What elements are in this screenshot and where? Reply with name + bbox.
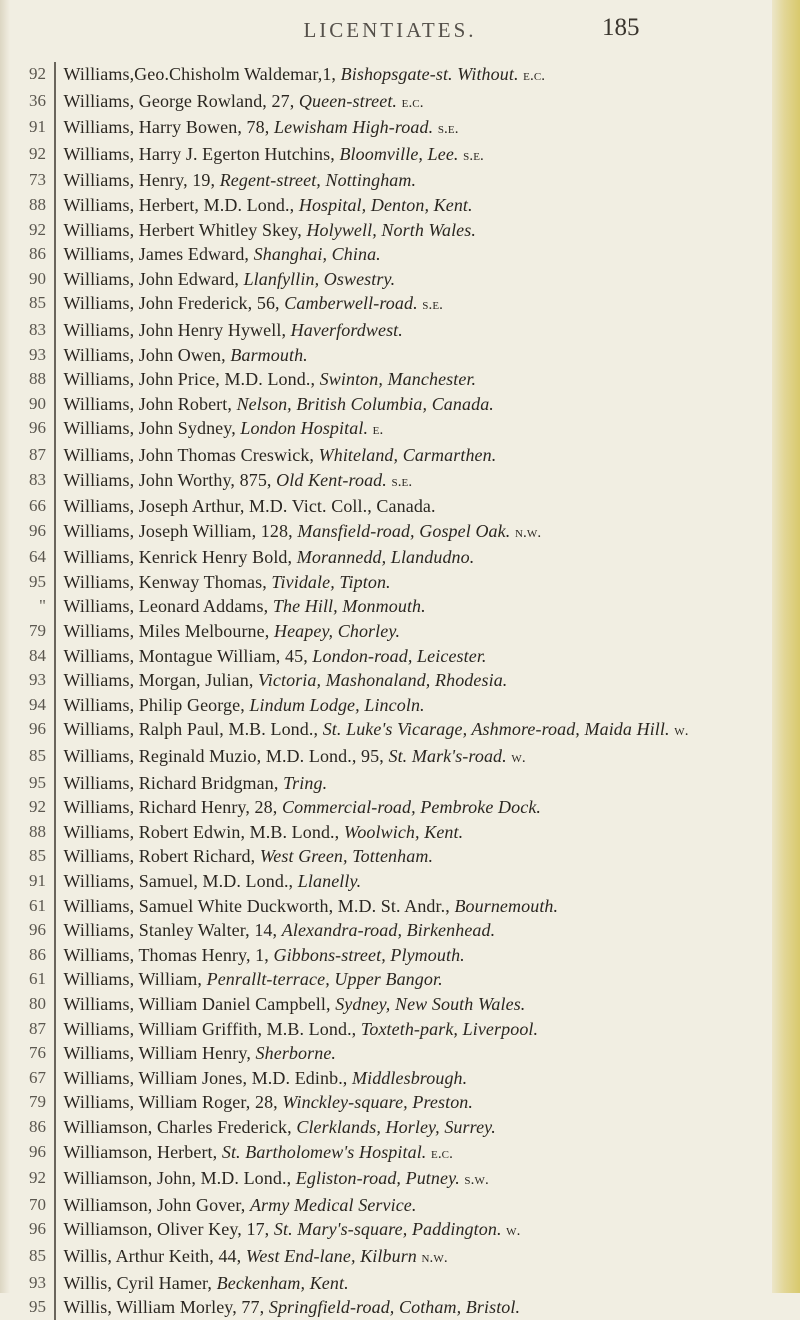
list-item	[0, 242, 800, 267]
entry-year: 96	[29, 418, 46, 438]
entry-name: Williams, Henry, 19,	[63, 170, 216, 191]
entry-address: Swinton, Manchester.	[319, 369, 477, 390]
entry-text	[56, 1041, 772, 1066]
entry-address: Bournemouth.	[454, 895, 559, 916]
entry-text	[56, 1115, 772, 1140]
entry-text	[56, 115, 772, 142]
list-item	[0, 89, 800, 116]
entry-address: St. Bartholomew's Hospital.	[221, 1141, 427, 1162]
entry-name: Williams, Richard Bridgman,	[63, 772, 279, 793]
entry-address: Bishopsgate-st. Without.	[340, 64, 519, 84]
entry-address: West Green, Tottenham.	[259, 846, 434, 867]
entry-address: London-road, Leicester.	[312, 645, 487, 666]
entry-name: Williams, John Henry Hywell,	[63, 319, 287, 340]
entry-year: 85	[29, 846, 46, 866]
entry-text	[56, 168, 772, 193]
entry-text	[56, 943, 772, 968]
entry-text	[56, 693, 772, 718]
entry-postal-district: s.e.	[422, 297, 444, 314]
entry-name: Williams, Joseph Arthur, M.D. Vict. Coll., Canada.	[63, 496, 436, 517]
licentiate-list	[0, 62, 800, 1320]
entry-year: 80	[29, 993, 46, 1013]
entry-text	[56, 318, 772, 343]
entry-year: 87	[29, 444, 46, 464]
entry-name: Williams, Morgan, Julian,	[63, 670, 254, 691]
entry-postal-district: w.	[511, 750, 526, 767]
entry-address: Lindum Lodge, Lincoln.	[249, 694, 425, 715]
entry-name: Williams, Reginald Muzio, M.D. Lond., 95,	[63, 746, 384, 767]
entry-text	[56, 89, 772, 116]
entry-address: Nelson, British Columbia, Canada.	[236, 393, 494, 414]
entry-address: Holywell, North Wales.	[306, 219, 476, 240]
entry-year: 64	[29, 547, 46, 567]
entry-text	[56, 844, 772, 869]
entry-text	[56, 594, 772, 619]
entry-address: Old Kent-road.	[276, 469, 387, 490]
entry-name: Williams, William Griffith, M.B. Lond.,	[63, 1018, 357, 1039]
list-item	[0, 367, 800, 392]
entry-address: West End-lane, Kilburn	[245, 1245, 417, 1266]
entry-address: Gibbons-street, Plymouth.	[273, 944, 465, 965]
entry-name: Williamson, Herbert,	[63, 1141, 218, 1162]
entry-year: 96	[29, 1219, 46, 1239]
entry-postal-district: e.	[372, 422, 384, 439]
entry-text	[56, 1193, 772, 1218]
entry-name: Williams, Robert Edwin, M.B. Lond.,	[63, 821, 340, 842]
entry-address: Mansfield-road, Gospel Oak.	[297, 520, 511, 541]
entry-text	[56, 644, 772, 669]
entry-text	[56, 519, 772, 546]
entry-postal-district: w.	[506, 1223, 521, 1240]
entry-year: 90	[29, 393, 46, 413]
entry-address: Sydney, New South Wales.	[335, 993, 526, 1014]
list-item	[0, 717, 800, 744]
entry-name: Williams, John Sydney,	[63, 418, 236, 439]
list-item	[0, 1193, 800, 1218]
list-item	[0, 494, 800, 519]
entry-address: Camberwell-road.	[284, 293, 418, 314]
list-item	[0, 291, 800, 318]
entry-name: Williams, Robert Richard,	[63, 846, 256, 867]
list-item	[0, 193, 800, 218]
entry-text	[56, 869, 772, 894]
entry-postal-district: e.c.	[401, 94, 424, 111]
entry-name: Williams, Philip George,	[63, 694, 245, 715]
entry-name: Williams, John Worthy, 875,	[63, 469, 272, 490]
entry-text	[56, 392, 772, 417]
list-item	[0, 693, 800, 718]
entry-year: 83	[29, 319, 46, 339]
list-item	[0, 168, 800, 193]
list-item	[0, 343, 800, 368]
entry-postal-district: n.w.	[514, 524, 542, 541]
entry-postal-district: n.w.	[421, 1249, 448, 1266]
entry-address: Whiteland, Carmarthen.	[318, 444, 497, 465]
entry-year: 93	[29, 670, 46, 690]
entry-address: Victoria, Mashonaland, Rhodesia.	[258, 670, 508, 691]
entry-year: 88	[29, 821, 46, 841]
entry-text	[56, 1295, 772, 1320]
entry-name: Williams, Joseph William, 128,	[63, 520, 293, 541]
entry-postal-district: e.c.	[431, 1145, 453, 1162]
entry-name: Willis, William Morley, 77,	[63, 1297, 265, 1318]
entry-text	[56, 62, 772, 89]
entry-text	[56, 1017, 772, 1042]
entry-text	[56, 992, 772, 1017]
entry-text	[56, 668, 772, 693]
page-header	[0, 0, 800, 60]
entry-address: Hospital, Denton, Kent.	[298, 194, 473, 215]
entry-address: The Hill, Monmouth.	[272, 596, 426, 617]
entry-year: 61	[29, 969, 46, 989]
list-item	[0, 744, 800, 771]
entry-year: 92	[29, 797, 46, 817]
entry-name: Williamson, Oliver Key, 17,	[63, 1219, 270, 1240]
entry-text	[56, 1244, 772, 1271]
entry-address: Queen-street.	[298, 90, 398, 111]
entry-name: Williams, James Edward,	[63, 244, 250, 265]
entry-address: St. Mary's-square, Paddington.	[273, 1219, 502, 1240]
entry-address: Beckenham, Kent.	[216, 1272, 349, 1293]
entry-name: Williams, Leonard Addams,	[63, 596, 269, 617]
list-item	[0, 1041, 800, 1066]
entry-address: Shanghai, China.	[253, 244, 381, 265]
entry-address: Tring.	[283, 772, 328, 793]
entry-text	[56, 717, 772, 744]
entry-name: Williamson, John, M.D. Lond.,	[63, 1168, 292, 1189]
entry-name: Williams, John Edward,	[63, 268, 239, 289]
list-item	[0, 1244, 800, 1271]
entry-name: Williams, Harry J. Egerton Hutchins,	[63, 143, 335, 164]
entry-year: 36	[29, 90, 46, 110]
entry-year: 88	[29, 369, 46, 389]
running-title: LICENTIATES.	[303, 18, 477, 42]
entry-address: Winckley-square, Preston.	[282, 1092, 474, 1113]
list-item	[0, 795, 800, 820]
entry-name: Williamson, John Gover,	[63, 1194, 246, 1215]
entry-name: Williams, Samuel White Duckworth, M.D. St. Andr.,	[63, 895, 450, 916]
entry-name: Williams, William Daniel Campbell,	[63, 993, 331, 1014]
list-item	[0, 1115, 800, 1140]
entry-year: 96	[29, 719, 46, 739]
entry-year: "	[39, 596, 46, 616]
entry-address: Clerklands, Horley, Surrey.	[296, 1116, 496, 1137]
list-item	[0, 619, 800, 644]
entry-text	[56, 744, 772, 771]
list-item	[0, 1140, 800, 1167]
entry-year: 92	[29, 1168, 46, 1188]
list-item	[0, 1295, 800, 1320]
entry-text	[56, 1271, 772, 1296]
list-item	[0, 869, 800, 894]
entry-name: Williams, William Roger, 28,	[63, 1092, 278, 1113]
entry-address: Egliston-road, Putney.	[295, 1168, 460, 1189]
entry-postal-district: e.c.	[523, 68, 546, 84]
entry-year: 96	[29, 520, 46, 540]
entry-address: Tividale, Tipton.	[271, 571, 391, 592]
entry-name: Williamson, Charles Frederick,	[63, 1116, 292, 1137]
entry-address: St. Luke's Vicarage, Ashmore-road, Maida Hill.	[322, 719, 670, 740]
entry-text	[56, 570, 772, 595]
list-item	[0, 468, 800, 495]
list-item	[0, 644, 800, 669]
entry-address: Morannedd, Llandudno.	[296, 547, 475, 568]
entry-year: 83	[29, 469, 46, 489]
entry-text	[56, 468, 772, 495]
entry-name: Williams, John Price, M.D. Lond.,	[63, 369, 316, 390]
entry-year: 87	[29, 1018, 46, 1038]
list-item	[0, 392, 800, 417]
entry-name: Williams, Ralph Paul, M.B. Lond.,	[63, 719, 319, 740]
entry-name: Williams, John Owen,	[63, 344, 226, 365]
entry-year: 84	[29, 645, 46, 665]
list-item	[0, 115, 800, 142]
entry-year: 95	[29, 1297, 46, 1317]
entry-year: 94	[29, 694, 46, 714]
entry-address: London Hospital.	[240, 418, 369, 439]
list-item	[0, 1217, 800, 1244]
entry-name: Williams, Harry Bowen, 78,	[63, 117, 270, 138]
entry-postal-district: w.	[674, 723, 689, 740]
entry-address: Bloomville, Lee.	[339, 143, 459, 164]
list-item	[0, 967, 800, 992]
entry-name: Williams, Stanley Walter, 14,	[63, 920, 278, 941]
entry-text	[56, 795, 772, 820]
entry-address: Heapey, Chorley.	[273, 621, 401, 642]
entry-address: Haverfordwest.	[290, 319, 403, 340]
list-item	[0, 1066, 800, 1091]
entry-year: 92	[29, 64, 46, 83]
entry-text	[56, 1066, 772, 1091]
entry-name: Willis, Arthur Keith, 44,	[63, 1245, 242, 1266]
list-item	[0, 1271, 800, 1296]
entry-text	[56, 820, 772, 845]
entry-name: Williams, Herbert Whitley Skey,	[63, 219, 302, 240]
list-item	[0, 142, 800, 169]
entry-year: 61	[29, 895, 46, 915]
entry-text	[56, 494, 772, 519]
entry-name: Williams, John Frederick, 56,	[63, 293, 280, 314]
entry-year: 85	[29, 1245, 46, 1265]
entry-name: Williams, Miles Melbourne,	[63, 621, 270, 642]
entry-text	[56, 367, 772, 392]
entry-address: Middlesbrough.	[352, 1067, 468, 1088]
entry-text	[56, 545, 772, 570]
entry-text	[56, 1166, 772, 1193]
entry-text	[56, 242, 772, 267]
list-item	[0, 894, 800, 919]
entry-year: 76	[29, 1043, 46, 1063]
entry-postal-district: s.e.	[437, 121, 459, 138]
entry-text	[56, 193, 772, 218]
entry-address: Llanfyllin, Oswestry.	[243, 268, 396, 289]
list-item	[0, 1166, 800, 1193]
entry-year: 73	[29, 170, 46, 190]
entry-address: Woolwich, Kent.	[343, 821, 464, 842]
entry-year: 66	[29, 496, 46, 516]
list-item	[0, 943, 800, 968]
entry-name: Willis, Cyril Hamer,	[63, 1272, 213, 1293]
list-item	[0, 416, 800, 443]
entry-address: Llanelly.	[297, 871, 362, 891]
entry-year: 93	[29, 1272, 46, 1292]
entry-text	[56, 894, 772, 919]
entry-name: Williams, William,	[63, 969, 203, 990]
entry-text	[56, 267, 772, 292]
entry-year: 86	[29, 944, 46, 964]
entry-name: Williams, Kenway Thomas,	[63, 571, 267, 592]
list-item	[0, 1090, 800, 1115]
entry-year: 67	[29, 1067, 46, 1087]
entry-name: Williams, George Rowland, 27,	[63, 90, 295, 111]
list-item	[0, 820, 800, 845]
entry-address: Toxteth-park, Liverpool.	[360, 1018, 539, 1039]
entry-text	[56, 343, 772, 368]
entry-address: Regent-street, Nottingham.	[219, 170, 417, 191]
list-item	[0, 668, 800, 693]
entry-postal-district: s.w.	[464, 1172, 489, 1189]
entry-year: 91	[29, 871, 46, 890]
entry-address: Sherborne.	[255, 1043, 337, 1064]
list-item	[0, 570, 800, 595]
entry-text	[56, 967, 772, 992]
entry-text	[56, 416, 772, 443]
entry-text	[56, 771, 772, 796]
entry-text	[56, 443, 772, 468]
entry-year: 95	[29, 571, 46, 591]
entry-name: Williams, William Henry,	[63, 1043, 251, 1064]
entry-year: 90	[29, 268, 46, 288]
entry-name: Williams, Richard Henry, 28,	[63, 797, 278, 818]
entry-address: Alexandra-road, Birkenhead.	[281, 920, 496, 941]
page-number: 185	[602, 14, 640, 41]
list-item	[0, 519, 800, 546]
entry-year: 85	[29, 746, 46, 766]
entry-year: 93	[29, 344, 46, 364]
entry-address: Lewisham High-road.	[273, 117, 434, 138]
entry-year: 86	[29, 1116, 46, 1136]
entry-text	[56, 142, 772, 169]
entry-text	[56, 1217, 772, 1244]
entry-text	[56, 1090, 772, 1115]
list-item	[0, 844, 800, 869]
entry-address: Barmouth.	[230, 344, 308, 365]
list-item	[0, 992, 800, 1017]
entry-name: Williams, Montague William, 45,	[63, 645, 308, 666]
entry-year: 79	[29, 1092, 46, 1112]
entry-year: 96	[29, 1141, 46, 1161]
entry-name: Williams,Geo.Chisholm Waldemar,1,	[63, 64, 337, 84]
entry-year: 86	[29, 244, 46, 264]
list-item	[0, 594, 800, 619]
entry-text	[56, 1140, 772, 1167]
list-item	[0, 918, 800, 943]
entry-name: Williams, Kenrick Henry Bold,	[63, 547, 293, 568]
entry-text	[56, 291, 772, 318]
list-item	[0, 1017, 800, 1042]
entry-postal-district: s.e.	[463, 147, 484, 164]
entry-year: 96	[29, 920, 46, 940]
list-item	[0, 771, 800, 796]
entry-year: 88	[29, 194, 46, 214]
entry-year: 91	[29, 117, 46, 137]
list-item	[0, 545, 800, 570]
list-item	[0, 62, 800, 89]
list-item	[0, 443, 800, 468]
entry-year: 92	[29, 219, 46, 239]
entry-address: St. Mark's-road.	[388, 746, 507, 767]
list-item	[0, 318, 800, 343]
list-item	[0, 218, 800, 243]
entry-address: Springfield-road, Cotham, Bristol.	[268, 1297, 521, 1318]
entry-year: 85	[29, 293, 46, 313]
entry-text	[56, 619, 772, 644]
entry-name: Williams, William Jones, M.D. Edinb.,	[63, 1067, 348, 1088]
entry-name: Williams, Samuel, M.D. Lond.,	[63, 871, 294, 891]
entry-year: 95	[29, 772, 46, 792]
entry-year: 79	[29, 621, 46, 641]
entry-text	[56, 218, 772, 243]
entry-year: 70	[29, 1194, 46, 1214]
entry-year: 92	[29, 143, 46, 163]
entry-address: Penrallt-terrace, Upper Bangor.	[206, 969, 443, 990]
entry-name: Williams, John Thomas Creswick,	[63, 444, 315, 465]
entry-address: Army Medical Service.	[249, 1194, 417, 1215]
entry-name: Williams, John Robert,	[63, 393, 232, 414]
entry-address: Commercial-road, Pembroke Dock.	[281, 797, 542, 818]
entry-name: Williams, Thomas Henry, 1,	[63, 944, 269, 965]
entry-postal-district: s.e.	[391, 473, 413, 490]
entry-name: Williams, Herbert, M.D. Lond.,	[63, 194, 295, 215]
entry-text	[56, 918, 772, 943]
list-item	[0, 267, 800, 292]
